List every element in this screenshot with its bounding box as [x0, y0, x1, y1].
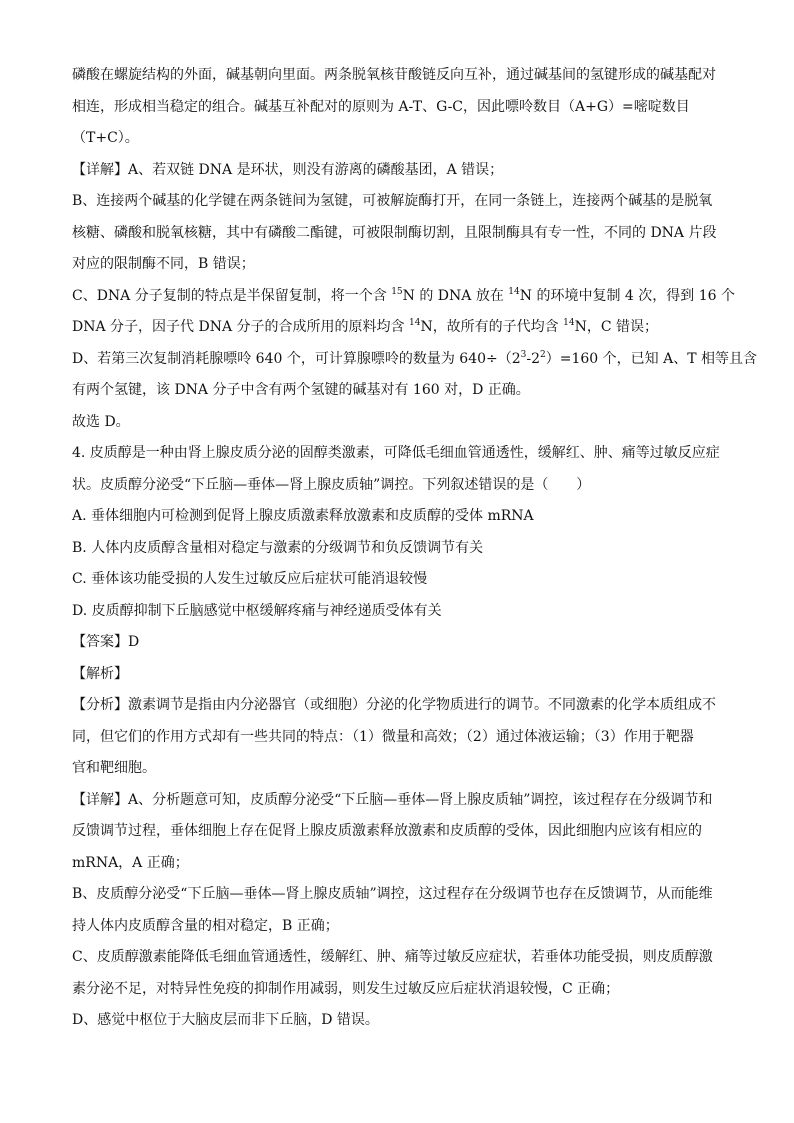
text-segment: A、分析题意可知，皮质醇分泌受“下丘脑—垂体—肾上腺皮质轴”调控，该过程存在分级调节和: [128, 791, 713, 808]
q4-option-c: C. 垂体该功能受损的人发生过敏反应后症状可能消退较慢: [72, 571, 428, 587]
q4-detail-a-1: [72, 785, 722, 817]
text-segment: -2: [526, 350, 541, 367]
q4-option-a: A. 垂体细胞内可检测到促肾上腺皮质激素释放激素和皮质醇的受体 mRNA: [72, 508, 534, 524]
q4-stem-2: 状。皮质醇分泌受“下丘脑—垂体—肾上腺皮质轴”调控。下列叙述错误的是（ ）: [72, 476, 591, 493]
q4-detail-b-2: 持人体内皮质醇含量的相对稳定，B 正确；: [72, 917, 339, 934]
answer-label: 【答案】: [72, 634, 128, 650]
q4-analysis-1: [72, 690, 722, 722]
analysis-label: 【分析】: [72, 697, 128, 713]
intro-line-3: （T+C）。: [72, 130, 139, 146]
q4-answer: [72, 627, 722, 659]
superscript: 15: [391, 286, 403, 297]
detail-label: 【详解】: [72, 791, 128, 808]
q4-stem-1: 4. 皮质醇是一种由肾上腺皮质分泌的固醇类激素，可降低毛细血管通透性，缓解红、肿、痛等过敏反应症: [72, 445, 720, 461]
q3-detail-a-text: A、若双链 DNA 是环状，则没有游离的磷酸基团，A 错误；: [128, 161, 504, 178]
text-segment: N 的 DNA 放在: [402, 287, 509, 304]
text-segment: N 的环境中复制 4 次，得到 16 个: [519, 287, 735, 304]
q4-option-b: B. 人体内皮质醇含量相对稳定与激素的分级调节和负反馈调节有关: [72, 539, 484, 556]
superscript: 14: [408, 318, 421, 328]
q3-detail-c-1: [72, 281, 735, 313]
q4-detail-b-1: B、皮质醇分泌受“下丘脑—垂体—肾上腺皮质轴”调控，这过程存在分级调节也存在反馈调节，从而能维: [72, 886, 713, 902]
q4-option-d: D. 皮质醇抑制下丘脑感觉中枢缓解疼痛与神经递质受体有关: [72, 602, 442, 619]
text-segment: DNA 分子，因子代 DNA 分子的合成所用的原料均含: [72, 319, 409, 335]
q3-detail-d-2: 有两个氢键，该 DNA 分子中含有两个氢键的碱基对有 160 对，D 正确。: [72, 382, 530, 398]
q4-detail-d: D、感觉中枢位于大脑皮层而非下丘脑，D 错误。: [72, 1012, 379, 1028]
q4-analysis-2: 同，但它们的作用方式却有一些共同的特点：（1）微量和高效；（2）通过体液运输；（3）作用于靶器: [72, 728, 694, 745]
detail-label: 【详解】: [72, 161, 128, 178]
superscript: 2: [540, 349, 546, 360]
q3-detail-c-2: [72, 312, 722, 344]
document-page: [72, 60, 758, 1037]
text-segment: N，C 错误；: [574, 319, 659, 335]
q3-detail-b-3: 对应的限制酶不同，B 错误；: [72, 256, 255, 272]
q4-detail-a-2: 反馈调节过程，垂体细胞上存在促肾上腺皮质激素释放激素和皮质醇的受体，因此细胞内应该有相应的: [72, 823, 702, 839]
q4-analysis-3: 官和靶细胞。: [72, 760, 156, 776]
text-segment: C、DNA 分子复制的特点是半保留复制，将一个含: [72, 287, 392, 304]
text-segment: 激素调节是指由内分泌器官（或细胞）分泌的化学物质进行的调节。不同激素的化学本质组成不: [128, 697, 716, 713]
superscript: 14: [508, 286, 520, 297]
intro-line-1: 磷酸在螺旋结构的外面，碱基朝向里面。两条脱氧核苷酸链反向互补，通过碱基间的氢键形成的碱基配对: [72, 67, 716, 83]
text-segment: ）=160 个，已知 A、T 相等且含: [545, 350, 758, 367]
q3-detail-b-2: 核糖、磷酸和脱氧核糖，其中有磷酸二酯键，可被限制酶切割，且限制酶具有专一性，不同的 DNA 片段: [72, 224, 717, 241]
superscript: 14: [563, 318, 575, 328]
q4-analysis-label: 【解析】: [72, 665, 128, 682]
text-segment: D、若第三次复制消耗腺嘌呤 640 个，可计算腺嘌呤的数量为 640÷（2: [72, 350, 521, 367]
text-segment: N，故所有的子代均含: [420, 319, 564, 335]
q4-detail-c-1: C、皮质醇激素能降低毛细血管通透性，缓解红、肿、痛等过敏反应症状，若垂体功能受损，则皮质醇激: [72, 949, 713, 965]
superscript: 3: [520, 349, 527, 360]
q4-detail-a-3: mRNA，A 正确；: [72, 854, 189, 871]
q4-detail-c-2: 素分泌不足，对特异性免疫的抑制作用减弱，则发生过敏反应后症状消退较慢，C 正确；: [72, 980, 620, 997]
q3-detail-a: [72, 155, 722, 187]
intro-line-2: 相连，形成相当稳定的组合。碱基互补配对的原则为 A-T、G-C，因此嘌呤数目（A+G）=嘧啶数目: [72, 98, 690, 115]
answer-value: D: [128, 634, 140, 650]
q3-detail-b-1: B、连接两个碱基的化学键在两条链间为氢键，可被解旋酶打开，在同一条链上，连接两个碱基的是脱氧: [72, 193, 713, 209]
q3-conclusion: 故选 D。: [72, 413, 130, 430]
q3-detail-d-1: [72, 344, 758, 376]
